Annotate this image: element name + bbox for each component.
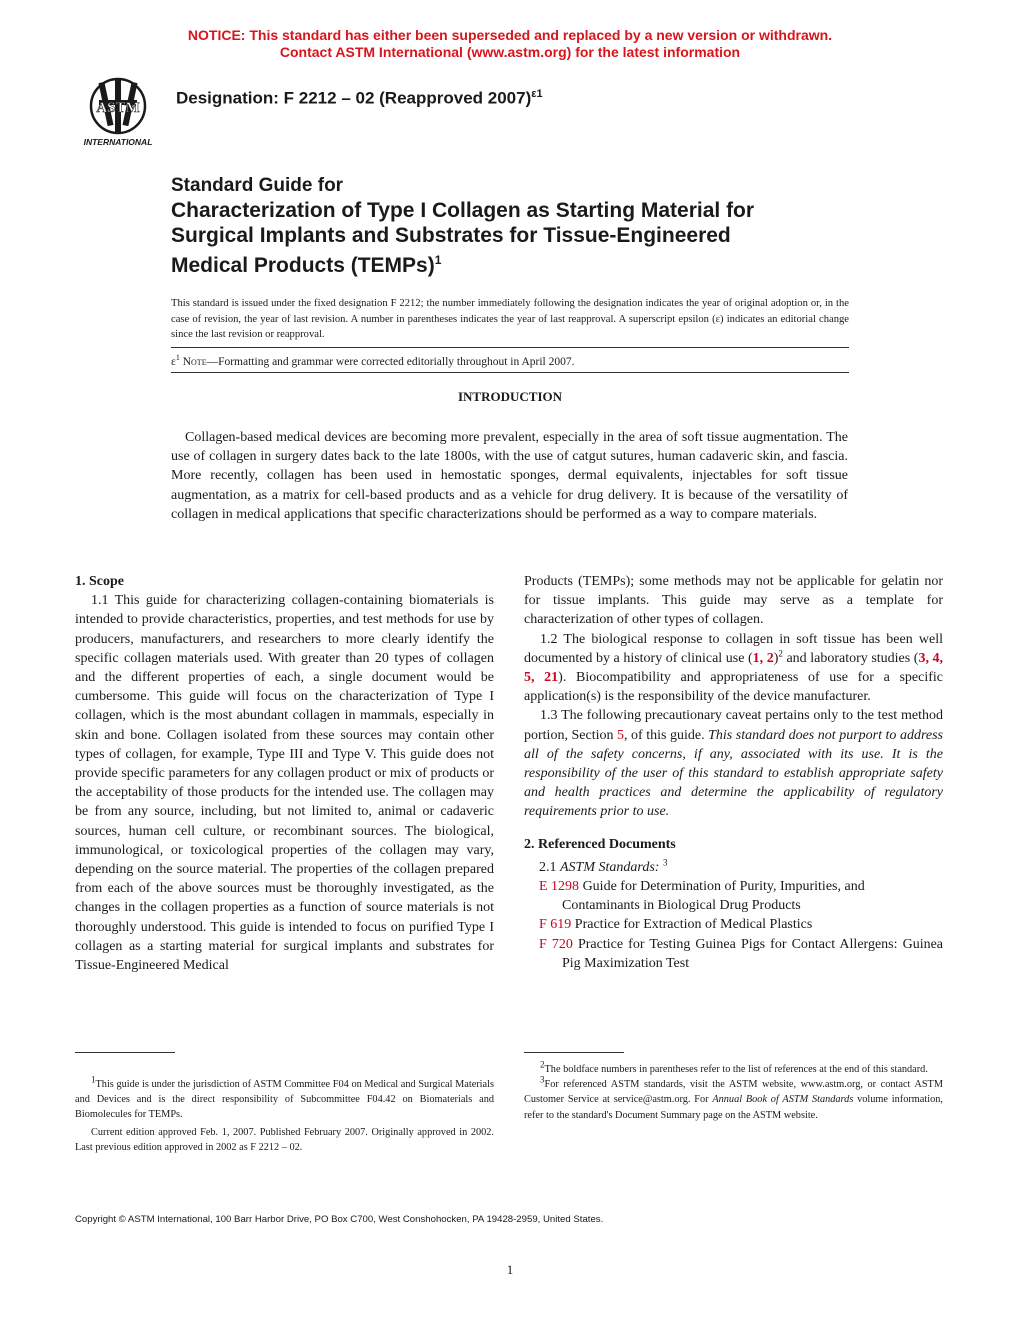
reference-link-1[interactable]: 1 [752, 650, 760, 666]
designation-text: Designation: F 2212 – 02 (Reapproved 2007) [176, 88, 532, 108]
scope-para-1-2-text-a: 1.2 The biological response to collagen in soft tissue has been well documented by a history of clinical use ( [524, 631, 943, 666]
footnote-3-text-b: volume information, refer to the standard's Document Summary page on the ASTM website. [524, 1094, 943, 1121]
title-line-4: Medical Products (TEMPs) [171, 254, 435, 277]
title-line-3: Surgical Implants and Substrates for Tissue-Engineered [171, 224, 731, 247]
reference-item-f619 [524, 915, 943, 934]
right-column [524, 572, 943, 973]
subsection-number: 2.1 [539, 859, 560, 875]
footnote-rule-right [524, 1052, 624, 1053]
astm-standards-subheading [524, 858, 943, 877]
scope-para-1-2-text-b: and laboratory studies ( [782, 650, 919, 666]
reference-title-f720: Practice for Testing Guinea Pigs for Contact Allergens: Guinea Pig Maximization Test [562, 936, 944, 971]
footnote-mark-2: 2 [778, 648, 783, 659]
safety-caveat: This standard does not purport to address all of the safety concerns, if any, associated with its use. It is the responsibility of the user of this standard to establish appropriate safety and health practices and determine the applicability of regulatory requirements prior to use. [524, 727, 943, 820]
epsilon-note-text: —Formatting and grammar were corrected editorially throughout in April 2007. [206, 355, 575, 368]
footnote-1-edition: Current edition approved Feb. 1, 2007. Published February 2007. Originally approved in 2002. Last previous edition approved in 2002 as F 2212 – 02. [75, 1126, 494, 1153]
footnote-3-text-a: For referenced ASTM standards, visit the ASTM website, www.astm.org, or contact ASTM Customer Service at service@astm.org. For [524, 1079, 943, 1106]
scope-para-1-3 [524, 706, 943, 821]
footnote-3-mark: 3 [540, 1074, 545, 1085]
notice-line-2: Contact ASTM International (www.astm.org) for the latest information [279, 44, 741, 60]
scope-para-1-3-text-b: , of this guide. [624, 727, 709, 743]
reference-link-3[interactable]: 3 [918, 650, 926, 666]
subsection-label: ASTM Standards: [560, 859, 660, 875]
divider-bottom [171, 372, 849, 373]
astm-logo [77, 76, 159, 148]
introduction-heading: INTRODUCTION [457, 389, 562, 404]
reference-code-e1298[interactable]: E 1298 [539, 879, 580, 895]
epsilon-note-label: Note [182, 355, 207, 368]
ref-separator: , [759, 650, 767, 666]
left-column [75, 572, 494, 975]
reference-link-2[interactable]: 2 [766, 650, 774, 666]
referenced-documents-heading: 2. Referenced Documents [524, 836, 676, 852]
epsilon-sup: 1 [175, 353, 180, 362]
scope-para-1-2: 1.2 The biological response to collagen in soft tissue has been well documented by a history of clinical use (1, 2)$^2$ and laboratory studies (3, 4, 5, 21). Biocompatibility and appropriateness of use for a specific application(s) is the responsibility of the device manufacturer. [524, 631, 943, 705]
scope-heading: 1. Scope [75, 574, 124, 589]
divider-top [171, 347, 849, 348]
reference-link-21[interactable]: 21 [544, 670, 559, 686]
footnotes-right [524, 1059, 943, 1123]
epsilon-note [171, 353, 574, 368]
introduction-text: Collagen-based medical devices are becoming more prevalent, especially in the area of soft tissue augmentation. The use of collagen in surgery dates back to the late 1800s, with the use of catgut sutures, human cadaveric skin, and fascia. More recently, collagen has been used in hemostatic sponges, dermal equivalents, injectables for soft tissue augmentation, as a matrix for cell-based products and as a vehicle for drug delivery. It is because of the versatility of collagen in medical applications that specific characterizations should be performed as a way to compare materials. [171, 430, 848, 522]
footnote-1-mark: 1 [91, 1074, 96, 1085]
footnote-1 [75, 1074, 494, 1155]
footnote-2-mark: 2 [540, 1059, 545, 1070]
reference-title-e1298: Guide for Determination of Purity, Impurities, and Contaminants in Biological Drug Products [562, 879, 865, 914]
designation-epsilon: ε1 [531, 88, 543, 100]
reference-link-4[interactable]: 4 [932, 650, 940, 666]
scope-para-1-1-continued: Products (TEMPs); some methods may not be applicable for gelatin nor for tissue implants. This guide may serve as a template for characterization of other types of collagen. [524, 574, 943, 628]
document-title [171, 174, 891, 278]
issued-note: This standard is issued under the fixed designation F 2212; the number immediately following the designation indicates the year of original adoption or, in the case of revision, the year of last revision. A number in parentheses indicates the year of last reapproval. A superscript epsilon (ε) indicates an editorial change since the last revision or reapproval. [171, 298, 849, 340]
logo-caption: INTERNATIONAL [83, 137, 153, 147]
footnote-1-text: This guide is under the jurisdiction of ASTM Committee F04 on Medical and Surgical Materials and Devices and is the direct responsibility of Subcommittee F04.42 on Biomaterials and Biomolecules for TEMPs. [75, 1079, 494, 1121]
logo-letters: ASTM [96, 100, 140, 116]
title-footnote-mark: 1 [434, 253, 442, 267]
reference-link-5[interactable]: 5 [524, 670, 531, 686]
ref-close-paren: ) [773, 650, 779, 666]
reference-item-e1298 [524, 877, 943, 915]
reference-title-f619: Practice for Extraction of Medical Plastics [574, 917, 813, 933]
footnote-mark-3: 3 [662, 857, 668, 868]
footnote-rule-left [75, 1052, 175, 1053]
notice-line-1: NOTICE: This standard has either been superseded and replaced by a new version or withdrawn. [187, 27, 833, 43]
scope-para-1-2-text-c: ). Biocompatibility and appropriateness of use for a specific application(s) is the responsibility of the device manufacturer. [524, 670, 943, 705]
page-number: 1 [506, 1262, 514, 1277]
reference-code-f619[interactable]: F 619 [539, 917, 572, 933]
title-line-1: Standard Guide for [171, 175, 344, 196]
designation [176, 88, 543, 109]
withdrawal-notice [0, 27, 1020, 61]
scope-para-1-1: 1.1 This guide for characterizing collagen-containing biomaterials is intended to provide characteristics, properties, and test methods for use by producers, manufacturers, and researchers to more clearly identify the specific collagen materials used. With greater than 20 types of collagen and the different properties of each, a single document would be cumbersome. This guide will focus on the characterization of Type I collagen, which is the most abundant collagen in mammals, especially in skin and bone. Collagen isolated from these sources may contain other types of collagen, for example, Type III and Type V. This guide does not provide specific parameters for any collagen product or mix of products or the acceptability of those products for the intended use. The collagen may be from any source, including, but not limited to, animal or cadaveric sources, human cell culture, or recombinant sources. The biological, immunological, or toxicological properties of the collagen may vary, depending on the source material. The properties of the collagen prepared from each of the above sources must be thoroughly investigated, as the changes in the collagen properties as a function of source materials is not thoroughly understood. This guide is intended to focus on purified Type I collagen as a starting material for surgical implants and substrates for Tissue-Engineered Medical [75, 593, 494, 974]
scope-para-1-3-text-a: 1.3 The following precautionary caveat pertains only to the test method portion, Section [524, 708, 943, 743]
astm-logo-mark [77, 76, 159, 148]
reference-item-f720 [524, 935, 943, 973]
footnote-2-text: The boldface numbers in parentheses refer to the list of references at the end of this standard. [544, 1064, 928, 1075]
copyright: Copyright © ASTM International, 100 Barr Harbor Drive, PO Box C700, West Conshohocken, PA 19428-2959, United States. [75, 1214, 604, 1225]
reference-code-f720[interactable]: F 720 [539, 936, 573, 952]
section-5-link[interactable]: 5 [617, 727, 624, 743]
title-line-2: Characterization of Type I Collagen as Starting Material for [171, 199, 755, 222]
footnote-3-book-title: Annual Book of ASTM Standards [712, 1094, 854, 1106]
epsilon-mark: ε [171, 355, 176, 368]
